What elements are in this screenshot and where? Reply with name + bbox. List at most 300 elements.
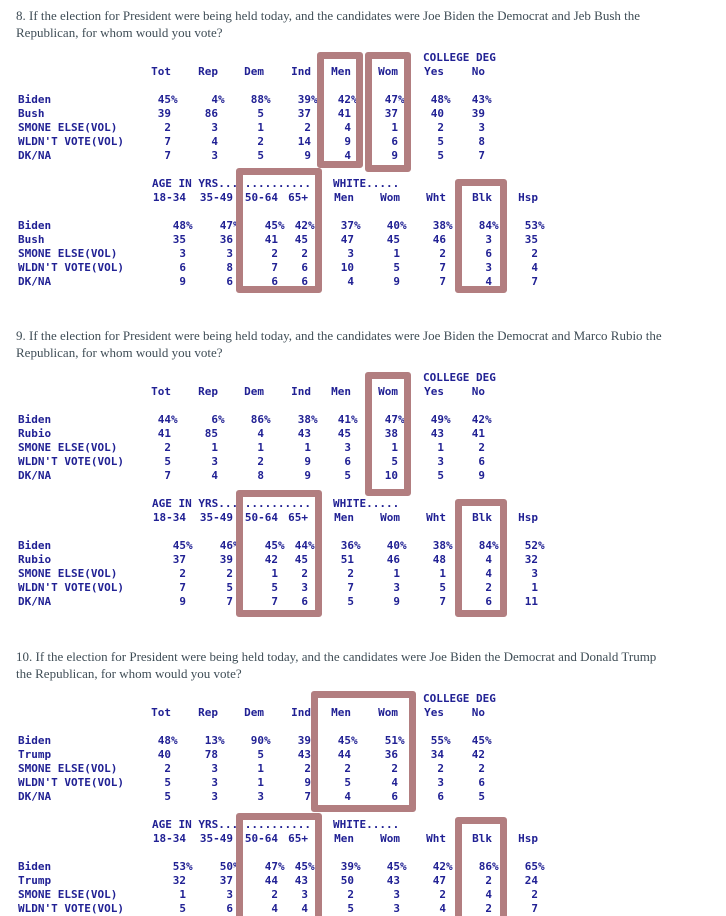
value-cell: 7 [439, 595, 446, 608]
value-cell: 7 [164, 469, 171, 482]
value-cell: 2 [304, 121, 311, 134]
value-cell: 3 [393, 888, 400, 901]
value-cell: 4 [211, 469, 218, 482]
row-label: DK/NA [18, 275, 52, 288]
value-cell: 7 [531, 275, 538, 288]
value-cell: 45% [386, 860, 407, 873]
value-cell: 2 [485, 581, 492, 594]
table-row [18, 860, 538, 874]
value-cell: 37 [297, 107, 311, 120]
value-cell: 4 [485, 567, 492, 580]
value-cell: 3 [226, 888, 233, 901]
value-cell: 53% [524, 219, 545, 232]
column-header: No [471, 65, 485, 78]
value-cell: 47 [340, 233, 354, 246]
value-cell: 2 [347, 888, 354, 901]
value-cell: 5 [257, 149, 264, 162]
row-label: WLDN'T VOTE(VOL) [18, 776, 124, 789]
table-row [18, 748, 485, 762]
value-cell: 2 [164, 441, 171, 454]
value-cell: 45% [264, 219, 285, 232]
question-text-10 [16, 648, 656, 682]
value-cell: 6 [301, 595, 308, 608]
column-header: 35-49 [199, 832, 233, 845]
value-cell: 1 [257, 121, 264, 134]
value-cell: 78 [204, 748, 218, 761]
value-cell: 39% [297, 93, 318, 106]
value-cell: 5 [439, 581, 446, 594]
value-cell: 7 [347, 581, 354, 594]
value-cell: 6 [226, 902, 233, 915]
value-cell: 46 [432, 233, 446, 246]
value-cell: 2 [347, 567, 354, 580]
value-cell: 5 [437, 135, 444, 148]
value-cell: 45% [264, 539, 285, 552]
table-header-spacer [18, 511, 124, 525]
column-header: Wht [426, 511, 446, 524]
column-header: 35-49 [199, 511, 233, 524]
table-row [18, 776, 485, 790]
value-cell: 52% [524, 539, 545, 552]
value-cell: 6 [179, 261, 186, 274]
value-cell: 65% [524, 860, 545, 873]
value-cell: 45 [294, 233, 308, 246]
row-label: WLDN'T VOTE(VOL) [18, 261, 124, 274]
value-cell: 2 [344, 762, 351, 775]
value-cell: 8 [226, 261, 233, 274]
table-row [18, 762, 485, 776]
value-cell: 1 [257, 762, 264, 775]
value-cell: 7 [164, 135, 171, 148]
spacer-row [18, 720, 485, 734]
value-cell: 9 [179, 595, 186, 608]
value-cell: 6 [226, 275, 233, 288]
value-cell: 47% [384, 413, 405, 426]
value-cell: 45 [337, 427, 351, 440]
table-row [18, 874, 538, 888]
table-row [18, 107, 485, 121]
question-line: Republican, for whom would you vote? [16, 345, 223, 360]
value-cell: 3 [478, 121, 485, 134]
table-header-spacer [18, 385, 124, 399]
value-cell: 4 [531, 261, 538, 274]
value-cell: 1 [393, 567, 400, 580]
table-group-header: AGE IN YRS.............. [152, 818, 311, 831]
spacer-row [18, 846, 538, 860]
value-cell: 14 [297, 135, 311, 148]
value-cell: 3 [437, 776, 444, 789]
value-cell: 1 [437, 441, 444, 454]
value-cell: 48% [172, 219, 193, 232]
value-cell: 43 [297, 427, 311, 440]
value-cell: 50 [340, 874, 354, 887]
value-cell: 5 [478, 790, 485, 803]
value-cell: 9 [391, 149, 398, 162]
value-cell: 35 [524, 233, 538, 246]
table-group-header: WHITE..... [333, 177, 400, 190]
question-line: 10. If the election for President were being held today, and the candidates were Joe Biden the Democrat and Donald Trump [16, 649, 657, 664]
value-cell: 13% [204, 734, 225, 747]
value-cell: 44% [157, 413, 178, 426]
value-cell: 6% [211, 413, 225, 426]
table-row [18, 427, 485, 441]
value-cell: 41 [337, 107, 351, 120]
value-cell: 42% [294, 219, 315, 232]
value-cell: 9 [344, 135, 351, 148]
row-label: DK/NA [18, 149, 52, 162]
value-cell: 3 [301, 581, 308, 594]
table-group-header: AGE IN YRS.............. [152, 497, 311, 510]
value-cell: 5 [391, 455, 398, 468]
column-header: Wht [426, 191, 446, 204]
value-cell: 7 [304, 790, 311, 803]
value-cell: 40 [430, 107, 444, 120]
value-cell: 41 [157, 427, 171, 440]
value-cell: 6 [271, 275, 278, 288]
value-cell: 43 [430, 427, 444, 440]
column-header: Dem [244, 385, 264, 398]
value-cell: 2 [391, 762, 398, 775]
column-header: Hsp [518, 191, 538, 204]
value-cell: 2 [437, 762, 444, 775]
poll-table-q8-1 [18, 51, 494, 163]
column-header: Men [334, 191, 354, 204]
poll-table-q10-2 [18, 818, 547, 916]
table-row [18, 888, 538, 902]
row-label: WLDN'T VOTE(VOL) [18, 135, 124, 148]
column-header: Wom [378, 65, 398, 78]
value-cell: 24 [524, 874, 538, 887]
value-cell: 3 [211, 149, 218, 162]
value-cell: 48 [432, 553, 446, 566]
value-cell: 8 [257, 469, 264, 482]
value-cell: 7 [271, 261, 278, 274]
row-label: SMONE ELSE(VOL) [18, 441, 118, 454]
value-cell: 10 [384, 469, 398, 482]
table-row [18, 455, 485, 469]
value-cell: 3 [531, 567, 538, 580]
value-cell: 84% [478, 539, 499, 552]
row-label: DK/NA [18, 469, 52, 482]
value-cell: 51% [384, 734, 405, 747]
value-cell: 7 [271, 595, 278, 608]
row-label: DK/NA [18, 790, 52, 803]
table-group-header: AGE IN YRS.............. [152, 177, 311, 190]
question-line: the Republican, for whom would you vote? [16, 666, 242, 681]
value-cell: 2 [179, 567, 186, 580]
value-cell: 47% [384, 93, 405, 106]
column-header: 65+ [288, 511, 308, 524]
crosstab-table [18, 191, 545, 289]
value-cell: 40% [386, 219, 407, 232]
value-cell: 42 [471, 748, 485, 761]
value-cell: 49% [430, 413, 451, 426]
value-cell: 5 [257, 748, 264, 761]
value-cell: 5 [437, 149, 444, 162]
value-cell: 45% [294, 860, 315, 873]
table-group-header: WHITE..... [333, 497, 400, 510]
table-header-spacer [18, 65, 124, 79]
value-cell: 2 [439, 888, 446, 901]
value-cell: 39% [297, 734, 318, 747]
column-header: No [471, 385, 485, 398]
column-header: Men [334, 832, 354, 845]
crosstab-table [18, 385, 492, 483]
column-header: Ind [291, 385, 311, 398]
spacer-cell [18, 525, 538, 539]
value-cell: 36 [384, 748, 398, 761]
value-cell: 9 [478, 469, 485, 482]
column-header: 50-64 [244, 191, 278, 204]
table-row [18, 121, 485, 135]
table-header-row [18, 65, 485, 79]
value-cell: 45% [157, 93, 178, 106]
value-cell: 39 [157, 107, 171, 120]
column-header: Hsp [518, 832, 538, 845]
column-header: Tot [151, 385, 171, 398]
row-label: DK/NA [18, 595, 52, 608]
value-cell: 2 [531, 247, 538, 260]
value-cell: 3 [301, 888, 308, 901]
spacer-row [18, 525, 538, 539]
value-cell: 1 [179, 888, 186, 901]
row-label: Biden [18, 539, 52, 552]
value-cell: 42% [471, 413, 492, 426]
value-cell: 38% [432, 539, 453, 552]
row-label: Rubio [18, 553, 52, 566]
value-cell: 2 [257, 455, 264, 468]
value-cell: 7 [439, 275, 446, 288]
value-cell: 9 [304, 455, 311, 468]
table-row [18, 595, 538, 609]
value-cell: 2 [271, 247, 278, 260]
table-row [18, 902, 538, 916]
column-header: Men [331, 65, 351, 78]
value-cell: 2 [257, 135, 264, 148]
column-header: Yes [424, 65, 444, 78]
value-cell: 50% [219, 860, 240, 873]
crosstab-table [18, 706, 492, 804]
column-header: 18-34 [152, 191, 186, 204]
value-cell: 37 [384, 107, 398, 120]
table-row [18, 247, 538, 261]
row-label: SMONE ELSE(VOL) [18, 888, 118, 901]
poll-table-q8-2 [18, 177, 547, 289]
table-group-header: COLLEGE DEG [423, 51, 496, 64]
value-cell: 6 [478, 455, 485, 468]
value-cell: 3 [393, 902, 400, 915]
value-cell: 2 [301, 247, 308, 260]
table-header-row [18, 191, 538, 205]
column-header: 50-64 [244, 511, 278, 524]
value-cell: 44 [264, 874, 278, 887]
value-cell: 5 [179, 902, 186, 915]
column-header: Wht [426, 832, 446, 845]
value-cell: 1 [391, 441, 398, 454]
table-row [18, 553, 538, 567]
crosstab-table [18, 65, 492, 163]
spacer-row [18, 79, 485, 93]
value-cell: 43% [471, 93, 492, 106]
value-cell: 4 [257, 427, 264, 440]
poll-table-q10-1 [18, 692, 494, 804]
value-cell: 4 [485, 553, 492, 566]
value-cell: 1 [439, 567, 446, 580]
value-cell: 42% [337, 93, 358, 106]
value-cell: 3 [211, 790, 218, 803]
row-label: Bush [18, 233, 45, 246]
row-label: Biden [18, 860, 52, 873]
value-cell: 2 [478, 441, 485, 454]
poll-table-q9-2 [18, 497, 547, 609]
value-cell: 37 [172, 553, 186, 566]
column-header: Men [331, 706, 351, 719]
column-header: Blk [472, 832, 492, 845]
value-cell: 3 [393, 581, 400, 594]
table-row [18, 539, 538, 553]
value-cell: 5 [257, 107, 264, 120]
value-cell: 3 [344, 441, 351, 454]
table-row [18, 441, 485, 455]
spacer-cell [18, 205, 538, 219]
value-cell: 1 [257, 776, 264, 789]
value-cell: 45% [337, 734, 358, 747]
value-cell: 5 [347, 595, 354, 608]
column-header: Wom [378, 385, 398, 398]
value-cell: 4 [439, 902, 446, 915]
value-cell: 41 [471, 427, 485, 440]
question-text-8 [16, 7, 640, 41]
row-label: Biden [18, 93, 52, 106]
value-cell: 10 [340, 261, 354, 274]
value-cell: 7 [439, 261, 446, 274]
spacer-cell [18, 79, 485, 93]
column-header: Wom [380, 832, 400, 845]
column-header: 18-34 [152, 511, 186, 524]
table-header-spacer [18, 706, 124, 720]
value-cell: 1 [211, 441, 218, 454]
value-cell: 38% [432, 219, 453, 232]
value-cell: 9 [304, 469, 311, 482]
row-label: SMONE ELSE(VOL) [18, 247, 118, 260]
value-cell: 4 [344, 149, 351, 162]
spacer-cell [18, 846, 538, 860]
value-cell: 85 [204, 427, 218, 440]
value-cell: 88% [250, 93, 271, 106]
value-cell: 5 [226, 581, 233, 594]
column-header: Ind [291, 706, 311, 719]
table-row [18, 135, 485, 149]
column-header: No [471, 706, 485, 719]
value-cell: 6 [485, 595, 492, 608]
value-cell: 5 [271, 581, 278, 594]
column-header: Hsp [518, 511, 538, 524]
value-cell: 86% [478, 860, 499, 873]
table-header-spacer [18, 191, 124, 205]
value-cell: 2 [226, 567, 233, 580]
table-row [18, 734, 485, 748]
value-cell: 53% [172, 860, 193, 873]
column-header: Wom [378, 706, 398, 719]
spacer-row [18, 399, 485, 413]
spacer-cell [18, 399, 485, 413]
value-cell: 4 [347, 275, 354, 288]
column-header: Rep [198, 65, 218, 78]
table-row [18, 567, 538, 581]
value-cell: 44 [337, 748, 351, 761]
value-cell: 5 [393, 261, 400, 274]
value-cell: 1 [257, 441, 264, 454]
value-cell: 43 [386, 874, 400, 887]
value-cell: 4 [211, 135, 218, 148]
value-cell: 1 [531, 581, 538, 594]
table-row [18, 261, 538, 275]
value-cell: 2 [304, 762, 311, 775]
value-cell: 3 [485, 233, 492, 246]
value-cell: 2 [439, 247, 446, 260]
column-header: Dem [244, 65, 264, 78]
table-header-spacer [18, 832, 124, 846]
table-header-row [18, 511, 538, 525]
table-row [18, 275, 538, 289]
value-cell: 5 [164, 790, 171, 803]
table-row [18, 581, 538, 595]
value-cell: 86% [250, 413, 271, 426]
row-label: WLDN'T VOTE(VOL) [18, 455, 124, 468]
table-row [18, 149, 485, 163]
column-header: Yes [424, 706, 444, 719]
value-cell: 5 [347, 902, 354, 915]
value-cell: 41% [337, 413, 358, 426]
value-cell: 4 [271, 902, 278, 915]
value-cell: 4 [344, 121, 351, 134]
value-cell: 45% [471, 734, 492, 747]
value-cell: 3 [257, 790, 264, 803]
value-cell: 45 [294, 553, 308, 566]
column-header: Men [331, 385, 351, 398]
value-cell: 3 [179, 247, 186, 260]
column-header: Wom [380, 511, 400, 524]
value-cell: 90% [250, 734, 271, 747]
value-cell: 45% [172, 539, 193, 552]
value-cell: 2 [531, 888, 538, 901]
value-cell: 4 [485, 275, 492, 288]
value-cell: 36 [219, 233, 233, 246]
table-row [18, 219, 538, 233]
row-label: Rubio [18, 427, 52, 440]
value-cell: 3 [211, 121, 218, 134]
value-cell: 2 [164, 121, 171, 134]
value-cell: 1 [271, 567, 278, 580]
table-row [18, 469, 485, 483]
value-cell: 3 [485, 261, 492, 274]
row-label: WLDN'T VOTE(VOL) [18, 902, 124, 915]
value-cell: 7 [478, 149, 485, 162]
table-group-header: COLLEGE DEG [423, 692, 496, 705]
table-group-header: COLLEGE DEG [423, 371, 496, 384]
value-cell: 2 [164, 762, 171, 775]
value-cell: 39% [340, 860, 361, 873]
value-cell: 2 [271, 888, 278, 901]
value-cell: 5 [437, 469, 444, 482]
value-cell: 38 [384, 427, 398, 440]
value-cell: 9 [304, 776, 311, 789]
row-label: SMONE ELSE(VOL) [18, 567, 118, 580]
row-label: Biden [18, 219, 52, 232]
column-header: 65+ [288, 832, 308, 845]
value-cell: 86 [204, 107, 218, 120]
value-cell: 6 [391, 135, 398, 148]
